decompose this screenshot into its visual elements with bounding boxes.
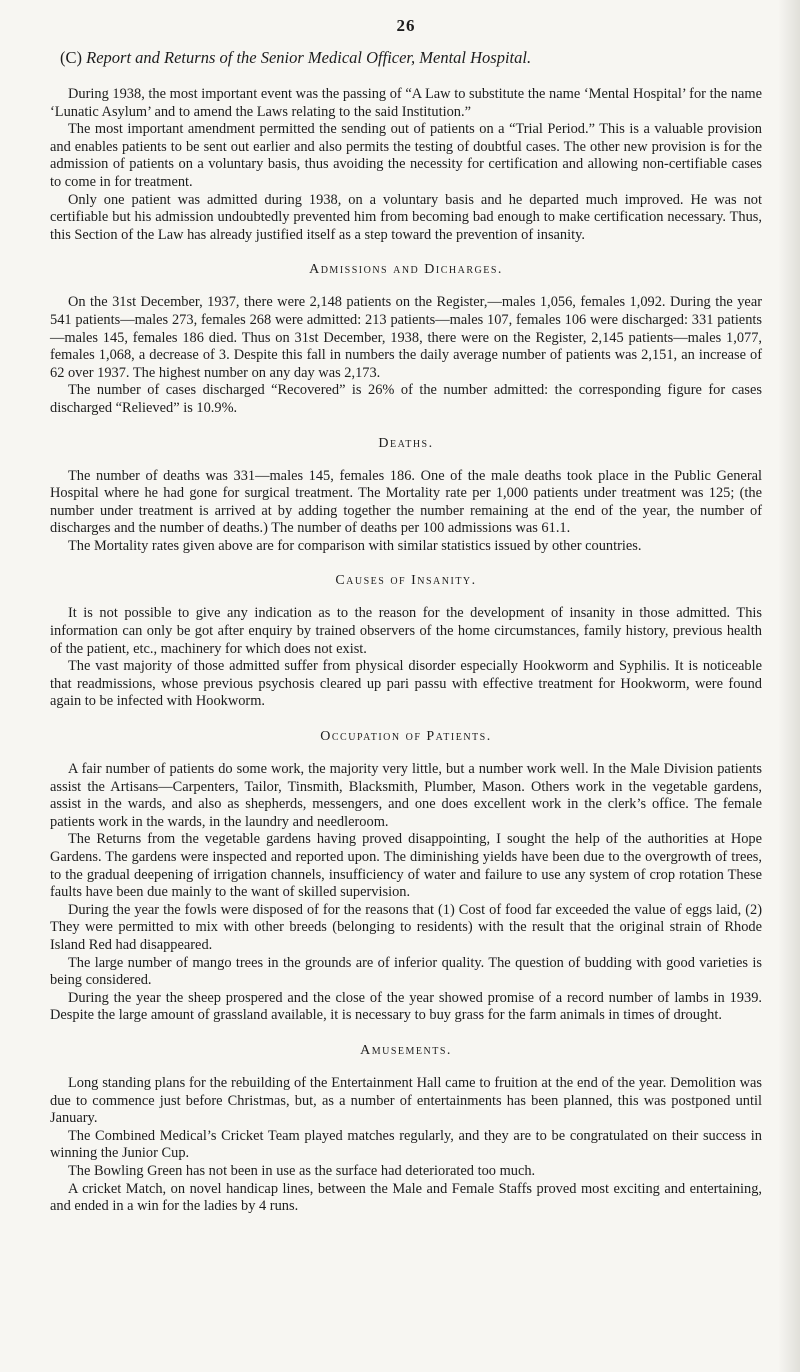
intro-section — [50, 86, 762, 244]
paragraph: A cricket Match, on novel handicap lines, between the Male and Female Staffs proved most exciting and entertaining, and ended in a win for the ladies by 4 runs. — [50, 1180, 762, 1215]
paragraph: During the year the fowls were disposed of for the reasons that (1) Cost of food far exceeded the value of eggs laid, (2) They were permitted to mix with other breeds (belonging to residents) with the result that the original strain of Rhode Island Red had disappeared. — [50, 901, 762, 953]
paragraph: Long standing plans for the rebuilding of the Entertainment Hall came to fruition at the end of the year. Demolition was due to commence just before Christmas, but, as a number of entertainments has been planned, this was postponed until January. — [50, 1074, 762, 1127]
paragraph: During 1938, the most important event was the passing of “A Law to substitute the name ‘Mental Hospital’ for the name ‘Lunatic Asylum’ and to amend the Laws relating to the said Institution.” — [50, 86, 762, 120]
paragraph: The Mortality rates given above are for comparison with similar statistics issued by other countries. — [68, 537, 642, 554]
section-amusements — [50, 1043, 762, 1216]
section-admissions — [50, 262, 762, 417]
document-page — [50, 16, 762, 1220]
paragraph: The vast majority of those admitted suffer from physical disorder especially Hookworm and Syphilis. It is noticeable that readmissions, whose previous psychosis cleared up pari passu with effective treatment for Hookworm, were found again to be infected with Hookworm. — [50, 658, 762, 710]
report-title-text: Report and Returns of the Senior Medical Officer, Mental Hospital. — [86, 48, 532, 67]
section-deaths — [50, 436, 762, 556]
section-heading: Causes of Insanity. — [335, 573, 477, 589]
section-heading: Occupation of Patients. — [320, 729, 492, 745]
paragraph: On the 31st December, 1937, there were 2,148 patients on the Register,—males 1,056, females 1,092. During the year 541 patients—males 273, females 268 were admitted: 213 patients—males 107, females 106 were discharged: 331 patients—males 145, females 186 died. Thus on 31st December, 1938, there were on the Register, 2,145 patients—males 1,077, females 1,068, a decrease of 3. Despite this fall in numbers the daily average number of patients was 2,151, an increase of 62 over 1937. The highest number on any day was 2,173. — [50, 294, 762, 381]
paragraph: The Returns from the vegetable gardens having proved disappointing, I sought the help of the authorities at Hope Gardens. The gardens were inspected and reported upon. The diminishing yields have been due to the overgrowth of trees, to the gradual deepening of irrigation channels, insufficiency of water and failure to use any system of crop rotation These faults have been due mainly to the want of skilled supervision. — [50, 831, 762, 901]
paragraph: The Combined Medical’s Cricket Team played matches regularly, and they are to be congratulated on their success in winning the Junior Cup. — [50, 1127, 762, 1162]
section-heading: Amusements. — [360, 1042, 452, 1058]
section-occupation — [50, 729, 762, 1025]
section-heading: Admissions and Dicharges. — [309, 262, 503, 278]
paragraph: It is not possible to give any indication as to the reason for the development of insanity in those admitted. This information can only be got after enquiry by trained observers of the home circumstances, family history, previous health of the patient, etc., machinery for which does not exist. — [50, 605, 762, 657]
paragraph: A fair number of patients do some work, the majority very little, but a number work well. In the Male Division patients assist the Artisans—Carpenters, Tailor, Tinsmith, Blacksmith, Plumber, Mason. Others work in the vegetable gardens, assist in the wards, and also as shepherds, messengers, and one does excellent work in the clerk’s office. The female patients work in the wards, in the laundry and needleroom. — [50, 761, 762, 830]
section-causes — [50, 573, 762, 711]
paragraph: The number of deaths was 331—males 145, females 186. One of the male deaths took place in the Public General Hospital where he had gone for surgical treatment. The Mortality rate per 1,000 patients under treatment was 125; (the number under treatment is arrived at by adding together the number remaining at the end of the year, the number of discharges and the number of deaths.) The number of deaths per 100 admissions was 61.1. — [50, 467, 762, 537]
paragraph: During the year the sheep prospered and the close of the year showed promise of a record number of lambs in 1939. Despite the large amount of grassland available, it is necessary to buy grass for the farm animals in times of drought. — [50, 989, 762, 1024]
page-number: 26 — [396, 16, 416, 35]
page-edge-shadow — [778, 0, 800, 1372]
paragraph: The Bowling Green has not been in use as the surface had deteriorated too much. — [68, 1162, 536, 1179]
paragraph: The number of cases discharged “Recovered” is 26% of the number admitted: the corresponding figure for cases discharged “Relieved” is 10.9%. — [50, 382, 762, 416]
section-heading: Deaths. — [378, 435, 434, 451]
report-title — [60, 48, 762, 68]
paragraph: The large number of mango trees in the grounds are of inferior quality. The question of budding with good varieties is being considered. — [50, 954, 762, 989]
report-title-label: (C) — [60, 48, 82, 67]
paragraph: The most important amendment permitted the sending out of patients on a “Trial Period.” This is a valuable provision and enables patients to be sent out earlier and also permits the testing of doubtful cases. The other new provision is for the admission of patients on a voluntary basis, thus avoiding the necessity for certification and allowing non-certifiable cases to come in for treatment. — [50, 121, 762, 190]
paragraph: Only one patient was admitted during 1938, on a voluntary basis and he departed much improved. He was not certifiable but his admission undoubtedly prevented him from becoming bad enough to make certification necessary. Thus, this Section of the Law has already justified itself as a step toward the prevention of insanity. — [50, 191, 762, 243]
